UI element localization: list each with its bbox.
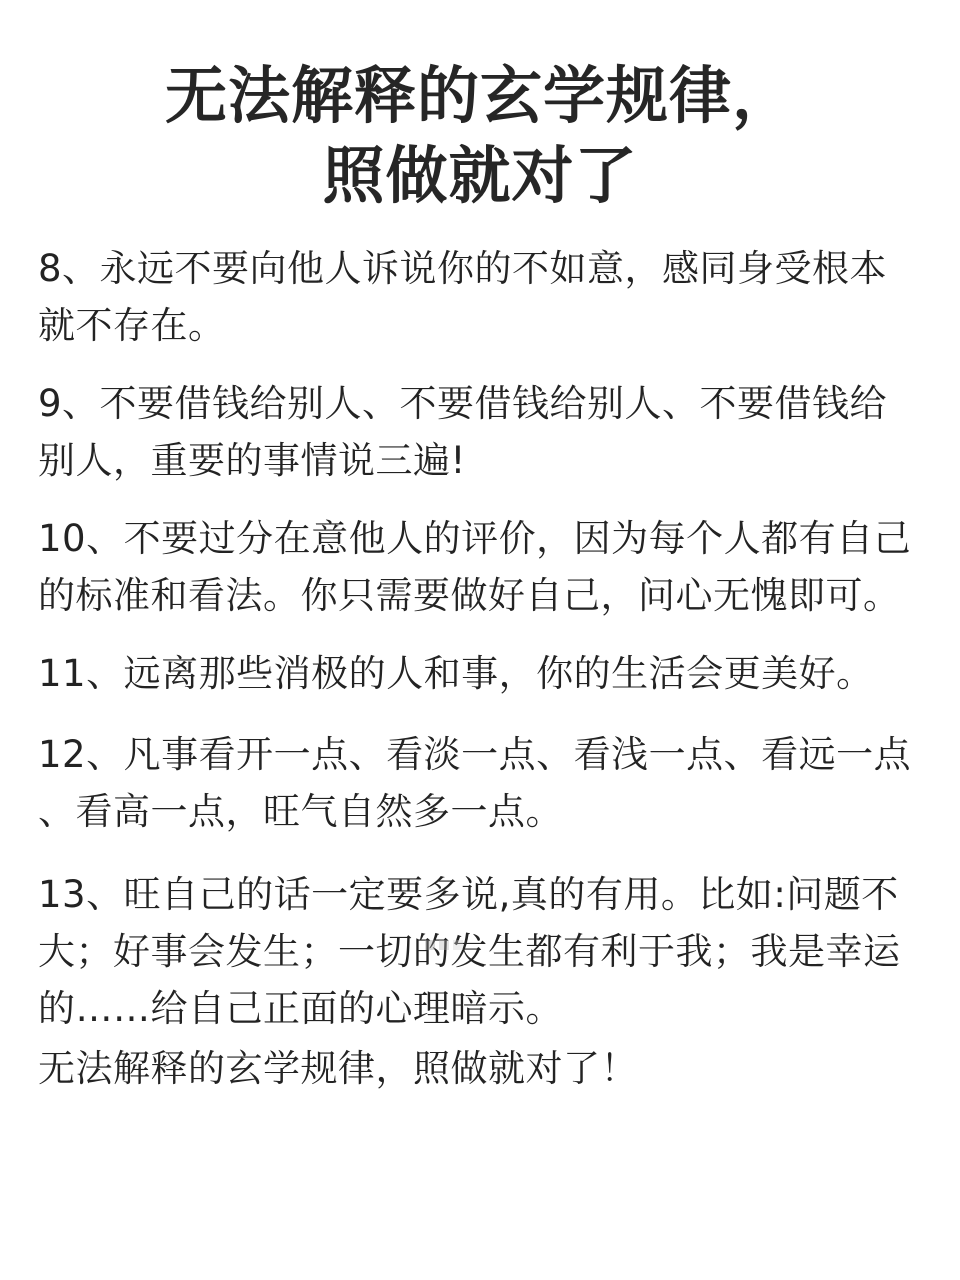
item-10-line-2: 的标准和看法。你只需要做好自己，问心无愧即可。 [38, 574, 901, 617]
item-12-line-2: 、看高一点，旺气自然多一点。 [38, 790, 563, 833]
item-10-line-1: 10、不要过分在意他人的评价，因为每个人都有自己 [38, 517, 912, 560]
item-9 [38, 375, 938, 489]
item-10 [38, 510, 938, 624]
item-13-line-3: 的……给自己正面的心理暗示。 [38, 987, 563, 1030]
item-9-line-2: 别人，重要的事情说三遍! [38, 439, 466, 482]
watermark-mark [425, 938, 465, 952]
item-9-line-1: 9、不要借钱给别人、不要借钱给别人、不要借钱给 [38, 382, 888, 425]
item-12-line-1: 12、凡事看开一点、看淡一点、看浅一点、看远一点 [38, 733, 912, 776]
item-13-line-2: 大；好事会发生；一切的发生都有利于我；我是幸运 [38, 930, 901, 973]
item-13 [38, 866, 938, 1037]
page-title-line-1: 无法解释的玄学规律， [164, 59, 795, 132]
item-13-line-1: 13、旺自己的话一定要多说,真的有用。比如:问题不 [38, 873, 899, 916]
item-8-line-1: 8、永远不要向他人诉说你的不如意，感同身受根本 [38, 247, 888, 290]
item-8 [38, 240, 938, 354]
item-12 [38, 726, 938, 840]
item-8-line-2: 就不存在。 [38, 304, 226, 347]
page-title-line-2: 照做就对了 [322, 139, 638, 212]
closing-line [38, 1040, 938, 1097]
closing-text: 无法解释的玄学规律，照做就对了！ [38, 1047, 638, 1090]
item-11-line-1: 11、远离那些消极的人和事，你的生活会更美好。 [38, 652, 874, 695]
item-11 [38, 645, 938, 702]
